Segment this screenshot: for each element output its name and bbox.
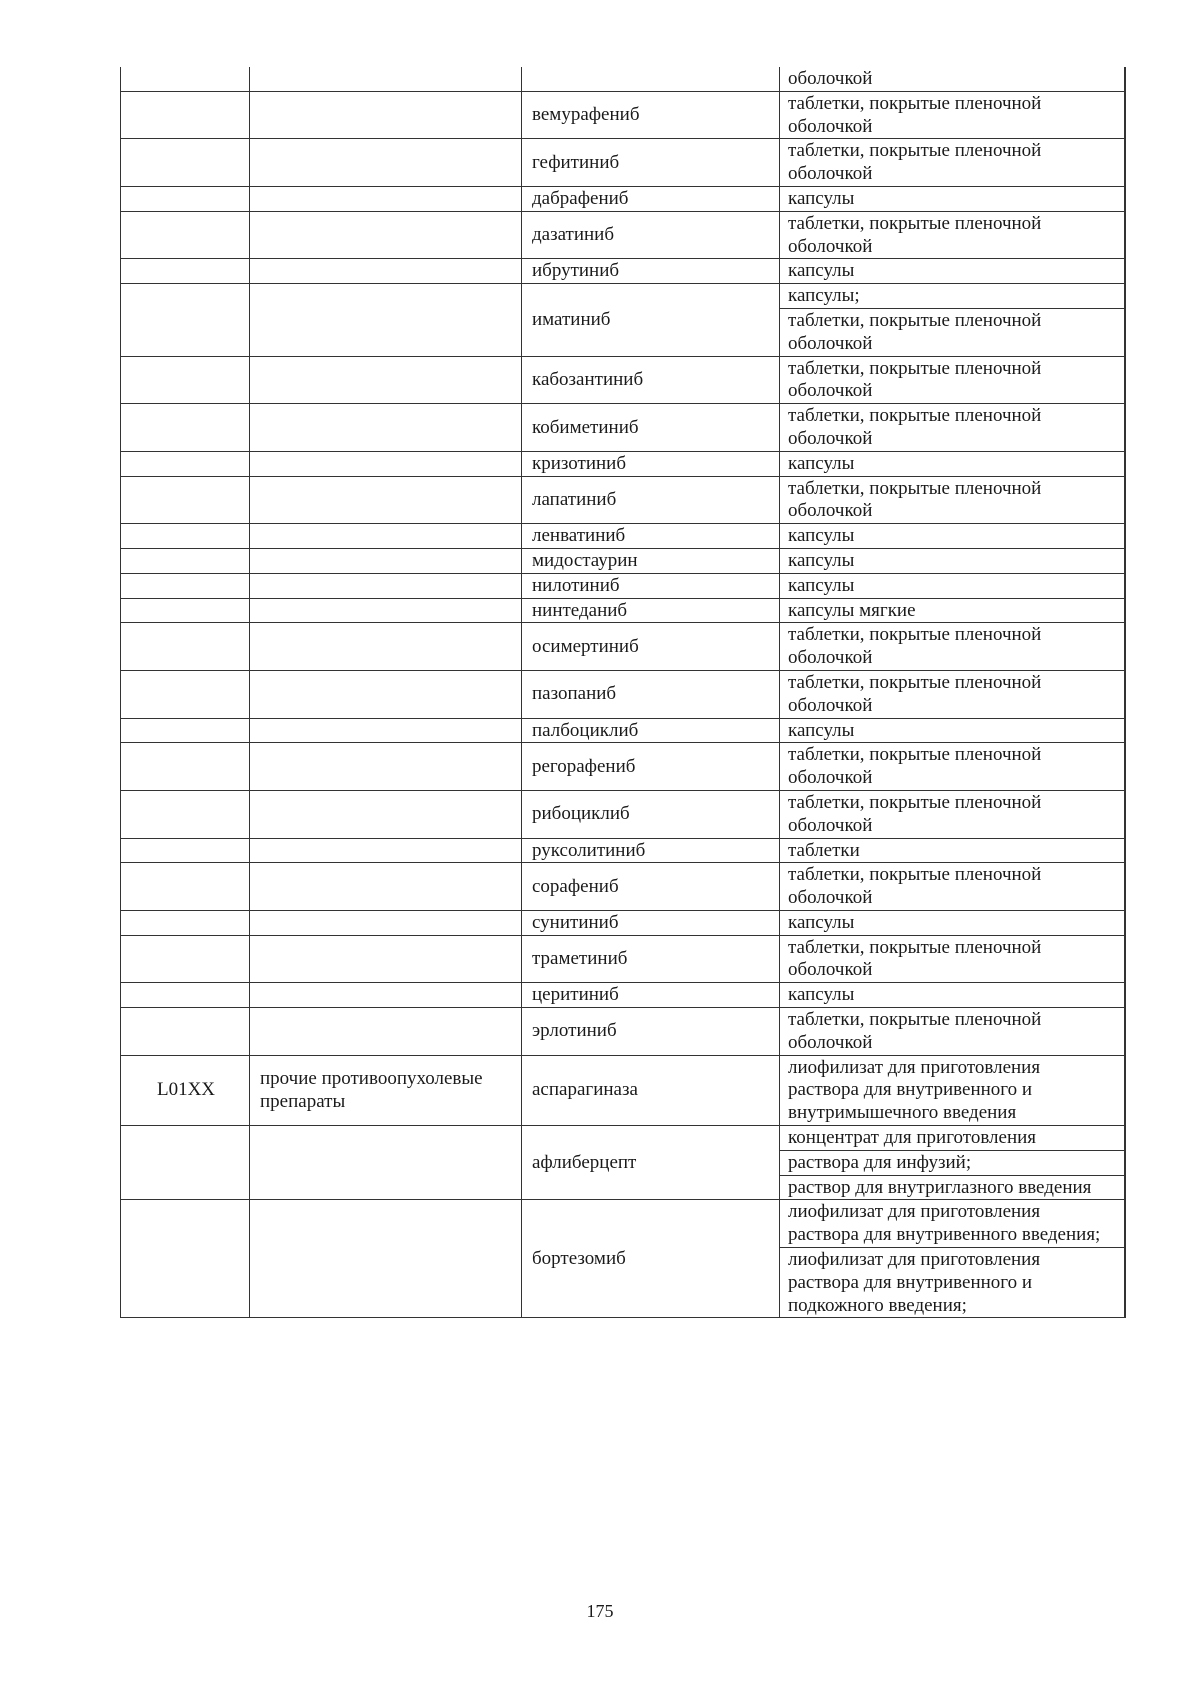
- atc-code-cell: [121, 404, 250, 452]
- atc-code-cell: [121, 573, 250, 598]
- atc-code-cell: [121, 790, 250, 838]
- dosage-form-cell: таблетки, покрытые пленочной оболочкой: [780, 139, 1125, 187]
- drug-name-cell: дазатиниб: [522, 211, 780, 259]
- table-row: [121, 863, 1125, 911]
- pharm-group-cell: [250, 91, 522, 139]
- atc-code-cell: [121, 1200, 250, 1318]
- pharm-group-cell: [250, 548, 522, 573]
- table-row: [121, 1126, 1125, 1151]
- table-row: [121, 211, 1125, 259]
- dosage-form-cell: раствор для внутриглазного введения: [780, 1175, 1125, 1200]
- atc-code-cell: [121, 356, 250, 404]
- dosage-form-cell: таблетки, покрытые пленочной оболочкой: [780, 790, 1125, 838]
- pharm-group-cell: [250, 670, 522, 718]
- drug-name-cell: бортезомиб: [522, 1200, 780, 1318]
- table-row: [121, 476, 1125, 524]
- drug-name-cell: гефитиниб: [522, 139, 780, 187]
- atc-code-cell: [121, 1008, 250, 1056]
- atc-code-cell: [121, 910, 250, 935]
- pharm-group-cell: [250, 935, 522, 983]
- dosage-form-cell: таблетки, покрытые пленочной оболочкой: [780, 476, 1125, 524]
- drug-name-cell: аспарагиназа: [522, 1055, 780, 1125]
- pharm-group-cell: [250, 356, 522, 404]
- table-row: [121, 935, 1125, 983]
- drug-name-cell: кобиметиниб: [522, 404, 780, 452]
- table-row: [121, 91, 1125, 139]
- drug-name-cell: вемурафениб: [522, 91, 780, 139]
- pharm-group-cell: [250, 284, 522, 356]
- dosage-form-cell: таблетки, покрытые пленочной оболочкой: [780, 404, 1125, 452]
- pharm-group-cell: [250, 718, 522, 743]
- drug-name-cell: лапатиниб: [522, 476, 780, 524]
- drug-name-cell: осимертиниб: [522, 623, 780, 671]
- atc-code-cell: [121, 186, 250, 211]
- atc-code-cell: [121, 284, 250, 356]
- table-row: [121, 67, 1125, 91]
- drug-name-cell: афлиберцепт: [522, 1126, 780, 1200]
- dosage-form-cell: оболочкой: [780, 67, 1125, 91]
- dosage-form-cell: таблетки, покрытые пленочной оболочкой: [780, 670, 1125, 718]
- dosage-form-cell: капсулы: [780, 548, 1125, 573]
- dosage-form-cell: капсулы: [780, 910, 1125, 935]
- atc-code-cell: [121, 524, 250, 549]
- drug-name-cell: нилотиниб: [522, 573, 780, 598]
- table-row: [121, 573, 1125, 598]
- table-row: [121, 1055, 1125, 1125]
- atc-code-cell: [121, 743, 250, 791]
- pharm-group-cell: [250, 259, 522, 284]
- pharm-group-cell: [250, 573, 522, 598]
- drug-name-cell: пазопаниб: [522, 670, 780, 718]
- pharm-group-cell: [250, 1008, 522, 1056]
- dosage-form-cell: капсулы: [780, 718, 1125, 743]
- drug-name-cell: ибрутиниб: [522, 259, 780, 284]
- drug-name-cell: кризотиниб: [522, 451, 780, 476]
- atc-code-cell: [121, 1126, 250, 1200]
- table-row: [121, 451, 1125, 476]
- pharm-group-cell: прочие противоопухолевые препараты: [250, 1055, 522, 1125]
- pharm-group-cell: [250, 983, 522, 1008]
- atc-code-cell: [121, 670, 250, 718]
- dosage-form-cell: капсулы: [780, 186, 1125, 211]
- atc-code-cell: [121, 476, 250, 524]
- table-row: [121, 548, 1125, 573]
- atc-code-cell: [121, 623, 250, 671]
- drug-name-cell: кабозантиниб: [522, 356, 780, 404]
- pharm-group-cell: [250, 838, 522, 863]
- atc-code-cell: [121, 139, 250, 187]
- table-row: [121, 838, 1125, 863]
- atc-code-cell: [121, 598, 250, 623]
- drug-name-cell: иматиниб: [522, 284, 780, 356]
- dosage-form-cell: капсулы;: [780, 284, 1125, 309]
- drug-name-cell: руксолитиниб: [522, 838, 780, 863]
- table-row: [121, 284, 1125, 309]
- dosage-form-cell: таблетки, покрытые пленочной оболочкой: [780, 1008, 1125, 1056]
- atc-code-cell: [121, 259, 250, 284]
- dosage-form-cell: капсулы: [780, 259, 1125, 284]
- drug-name-cell: регорафениб: [522, 743, 780, 791]
- pharm-group-cell: [250, 67, 522, 91]
- dosage-form-cell: таблетки, покрытые пленочной оболочкой: [780, 211, 1125, 259]
- drug-name-cell: траметиниб: [522, 935, 780, 983]
- table-row: [121, 404, 1125, 452]
- atc-code-cell: [121, 935, 250, 983]
- atc-code-cell: [121, 983, 250, 1008]
- pharm-group-cell: [250, 1200, 522, 1318]
- pharm-group-cell: [250, 598, 522, 623]
- drug-name-cell: эрлотиниб: [522, 1008, 780, 1056]
- pharm-group-cell: [250, 211, 522, 259]
- pharm-group-cell: [250, 476, 522, 524]
- table-row: [121, 259, 1125, 284]
- dosage-form-cell: таблетки, покрытые пленочной оболочкой: [780, 91, 1125, 139]
- pharm-group-cell: [250, 451, 522, 476]
- dosage-form-cell: концентрат для приготовления: [780, 1126, 1125, 1151]
- dosage-form-cell: лиофилизат для приготовления раствора для внутривенного и внутримышечного введения: [780, 1055, 1125, 1125]
- table-row: [121, 790, 1125, 838]
- dosage-form-cell: раствора для инфузий;: [780, 1150, 1125, 1175]
- dosage-form-cell: таблетки, покрытые пленочной оболочкой: [780, 623, 1125, 671]
- dosage-form-cell: таблетки, покрытые пленочной оболочкой: [780, 356, 1125, 404]
- dosage-form-cell: таблетки, покрытые пленочной оболочкой: [780, 308, 1125, 356]
- table-row: [121, 670, 1125, 718]
- pharm-group-cell: [250, 910, 522, 935]
- drug-table-body: [121, 67, 1125, 1318]
- atc-code-cell: [121, 838, 250, 863]
- table-row: [121, 186, 1125, 211]
- dosage-form-cell: таблетки: [780, 838, 1125, 863]
- page-number: 175: [586, 1601, 614, 1621]
- drug-name-cell: сунитиниб: [522, 910, 780, 935]
- dosage-form-cell: лиофилизат для приготовления раствора для внутривенного введения;: [780, 1200, 1125, 1248]
- table-row: [121, 139, 1125, 187]
- dosage-form-cell: лиофилизат для приготовления раствора для внутривенного и подкожного введения;: [780, 1248, 1125, 1318]
- pharm-group-cell: [250, 790, 522, 838]
- atc-code-cell: [121, 863, 250, 911]
- drug-name-cell: мидостаурин: [522, 548, 780, 573]
- pharm-group-cell: [250, 743, 522, 791]
- pharm-group-cell: [250, 524, 522, 549]
- atc-code-cell: [121, 91, 250, 139]
- drug-name-cell: [522, 67, 780, 91]
- table-row: [121, 743, 1125, 791]
- drug-table: [120, 67, 1126, 1318]
- table-row: [121, 718, 1125, 743]
- dosage-form-cell: капсулы: [780, 983, 1125, 1008]
- pharm-group-cell: [250, 1126, 522, 1200]
- atc-code-cell: [121, 548, 250, 573]
- pharm-group-cell: [250, 623, 522, 671]
- atc-code-cell: L01XX: [121, 1055, 250, 1125]
- atc-code-cell: [121, 211, 250, 259]
- atc-code-cell: [121, 67, 250, 91]
- pharm-group-cell: [250, 186, 522, 211]
- drug-name-cell: палбоциклиб: [522, 718, 780, 743]
- pharm-group-cell: [250, 863, 522, 911]
- table-row: [121, 356, 1125, 404]
- table-row: [121, 983, 1125, 1008]
- table-row: [121, 1008, 1125, 1056]
- dosage-form-cell: таблетки, покрытые пленочной оболочкой: [780, 863, 1125, 911]
- table-row: [121, 1200, 1125, 1248]
- table-row: [121, 598, 1125, 623]
- dosage-form-cell: капсулы мягкие: [780, 598, 1125, 623]
- drug-name-cell: ленватиниб: [522, 524, 780, 549]
- pharm-group-cell: [250, 139, 522, 187]
- table-row: [121, 623, 1125, 671]
- atc-code-cell: [121, 451, 250, 476]
- drug-name-cell: церитиниб: [522, 983, 780, 1008]
- drug-name-cell: рибоциклиб: [522, 790, 780, 838]
- atc-code-cell: [121, 718, 250, 743]
- table-row: [121, 910, 1125, 935]
- dosage-form-cell: капсулы: [780, 524, 1125, 549]
- dosage-form-cell: капсулы: [780, 573, 1125, 598]
- drug-name-cell: дабрафениб: [522, 186, 780, 211]
- drug-name-cell: сорафениб: [522, 863, 780, 911]
- dosage-form-cell: капсулы: [780, 451, 1125, 476]
- table-row: [121, 524, 1125, 549]
- dosage-form-cell: таблетки, покрытые пленочной оболочкой: [780, 935, 1125, 983]
- pharm-group-cell: [250, 404, 522, 452]
- dosage-form-cell: таблетки, покрытые пленочной оболочкой: [780, 743, 1125, 791]
- drug-name-cell: нинтеданиб: [522, 598, 780, 623]
